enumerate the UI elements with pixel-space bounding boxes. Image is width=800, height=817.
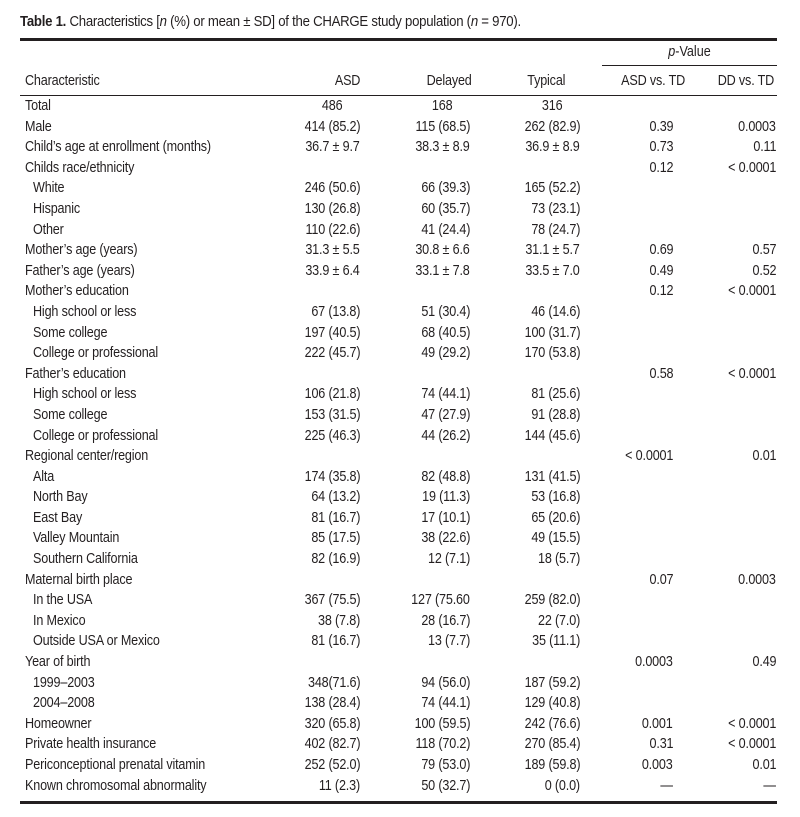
cell-typical: 18 (5.7) <box>537 550 580 568</box>
cell-asd: 33.9 ± 6.4 <box>305 261 360 279</box>
cell-typical: 144 (45.6) <box>524 426 580 444</box>
cell-p-dd-vs-td: 0.0003 <box>738 570 776 588</box>
cell-typical: 316 <box>541 97 562 114</box>
row-label: College or professional <box>33 426 159 444</box>
table-row <box>0 158 800 179</box>
cell-asd: 486 <box>321 97 342 114</box>
row-label: North Bay <box>33 488 88 506</box>
cell-typical: 36.9 ± 8.9 <box>525 138 580 156</box>
cell-delayed: 94 (56.0) <box>421 673 470 691</box>
cell-asd: 348(71.6) <box>307 673 360 691</box>
table-row <box>0 240 800 261</box>
row-label: 1999–2003 <box>33 673 95 691</box>
table-row <box>0 487 800 508</box>
cell-delayed: 79 (53.0) <box>421 756 470 773</box>
row-label: White <box>33 179 65 197</box>
cell-typical: 129 (40.8) <box>524 694 580 712</box>
cell-p-asd-vs-td: 0.73 <box>649 138 673 156</box>
table-row <box>0 96 800 117</box>
cell-asd: 138 (28.4) <box>304 694 360 712</box>
cell-delayed: 41 (24.4) <box>421 220 470 238</box>
table-row <box>0 570 800 591</box>
table-top-rule <box>20 38 777 41</box>
cell-delayed: 68 (40.5) <box>421 323 470 341</box>
cell-delayed: 38.3 ± 8.9 <box>415 138 470 156</box>
table-row <box>0 220 800 241</box>
table-row <box>0 384 800 405</box>
cell-typical: 131 (41.5) <box>524 467 580 485</box>
cell-p-asd-vs-td: 0.69 <box>649 241 673 259</box>
table-row <box>0 734 800 755</box>
row-label: In Mexico <box>33 611 86 629</box>
row-label: Outside USA or Mexico <box>33 632 160 650</box>
cell-typical: 53 (16.8) <box>531 488 580 506</box>
row-label: In the USA <box>33 591 93 609</box>
cell-p-dd-vs-td: < 0.0001 <box>727 735 776 753</box>
cell-typical: 65 (20.6) <box>531 508 580 526</box>
cell-typical: 33.5 ± 7.0 <box>525 261 580 279</box>
cell-asd: 38 (7.8) <box>317 611 360 629</box>
row-label: Father’s age (years) <box>25 261 135 279</box>
cell-p-asd-vs-td: 0.31 <box>649 735 673 753</box>
table-row <box>0 714 800 735</box>
table-bottom-rule <box>20 801 777 804</box>
table-row <box>0 549 800 570</box>
cell-delayed: 51 (30.4) <box>421 302 470 320</box>
table-caption <box>20 13 521 30</box>
cell-typical: 187 (59.2) <box>524 673 580 691</box>
header-characteristic: Characteristic <box>25 72 100 89</box>
table-row <box>0 508 800 529</box>
cell-asd: 82 (16.9) <box>311 550 360 568</box>
cell-delayed: 38 (22.6) <box>421 529 470 547</box>
cell-typical: 262 (82.9) <box>524 117 580 135</box>
row-label: Other <box>33 220 64 238</box>
caption-text-3: = 970). <box>477 13 521 30</box>
table-row <box>0 137 800 158</box>
cell-delayed: 118 (70.2) <box>415 735 470 753</box>
cell-delayed: 30.8 ± 6.6 <box>415 241 470 259</box>
cell-asd: 367 (75.5) <box>304 591 360 609</box>
row-label: Male <box>25 117 52 135</box>
cell-p-asd-vs-td: < 0.0001 <box>624 447 673 465</box>
row-label: Periconceptional prenatal vitamin <box>25 756 206 773</box>
cell-asd: 402 (82.7) <box>304 735 360 753</box>
cell-typical: 100 (31.7) <box>524 323 580 341</box>
row-label: High school or less <box>33 302 137 320</box>
cell-delayed: 74 (44.1) <box>421 694 470 712</box>
table-row <box>0 673 800 694</box>
cell-asd: 106 (21.8) <box>304 385 360 403</box>
cell-asd: 31.3 ± 5.5 <box>305 241 360 259</box>
row-label: Private health insurance <box>25 735 157 753</box>
cell-asd: 11 (2.3) <box>318 776 360 794</box>
pvalue-group-header <box>616 42 763 62</box>
table-row <box>0 528 800 549</box>
cell-typical: 31.1 ± 5.7 <box>525 241 580 259</box>
cell-delayed: 17 (10.1) <box>421 508 470 526</box>
header-asd: ASD <box>334 72 360 89</box>
cell-asd: 110 (22.6) <box>305 220 360 238</box>
cell-typical: 270 (85.4) <box>524 735 580 753</box>
cell-delayed: 74 (44.1) <box>421 385 470 403</box>
cell-p-dd-vs-td: 0.0003 <box>738 117 776 135</box>
cell-delayed: 168 <box>431 97 452 114</box>
cell-delayed: 47 (27.9) <box>421 405 470 423</box>
cell-asd: 67 (13.8) <box>311 302 360 320</box>
table-row <box>0 693 800 714</box>
cell-delayed: 82 (48.8) <box>421 467 470 485</box>
table-row <box>0 343 800 364</box>
cell-p-asd-vs-td: 0.12 <box>649 158 673 176</box>
header-asd-vs-td: ASD vs. TD <box>621 72 685 89</box>
cell-typical: 73 (23.1) <box>531 199 580 217</box>
cell-delayed: 49 (29.2) <box>421 344 470 362</box>
table-row <box>0 631 800 652</box>
cell-typical: 91 (28.8) <box>531 405 580 423</box>
cell-asd: 197 (40.5) <box>304 323 360 341</box>
cell-p-asd-vs-td: 0.39 <box>649 117 673 135</box>
table-row <box>0 776 800 797</box>
cell-asd: 130 (26.8) <box>304 199 360 217</box>
row-label: Known chromosomal abnormality <box>25 776 207 794</box>
cell-asd: 81 (16.7) <box>311 632 360 650</box>
caption-text-2: (%) or mean ± SD] of the CHARGE study population ( <box>166 13 471 30</box>
table-row <box>0 755 800 776</box>
table-row <box>0 364 800 385</box>
table-row <box>0 652 800 673</box>
pvalue-group-rule <box>602 65 777 66</box>
row-label: Childs race/ethnicity <box>25 158 135 176</box>
cell-delayed: 33.1 ± 7.8 <box>415 261 470 279</box>
cell-delayed: 115 (68.5) <box>415 117 470 135</box>
cell-typical: 81 (25.6) <box>531 385 580 403</box>
table-row <box>0 323 800 344</box>
cell-asd: 246 (50.6) <box>304 179 360 197</box>
row-label: Mother’s age (years) <box>25 241 138 259</box>
cell-asd: 225 (46.3) <box>304 426 360 444</box>
table-row <box>0 467 800 488</box>
cell-p-dd-vs-td: < 0.0001 <box>727 158 776 176</box>
table-label: Table 1. <box>20 13 67 30</box>
cell-asd: 36.7 ± 9.7 <box>305 138 360 156</box>
cell-p-dd-vs-td: 0.01 <box>752 756 776 773</box>
cell-p-asd-vs-td: 0.58 <box>649 364 673 382</box>
cell-typical: 189 (59.8) <box>524 756 580 773</box>
caption-text-1: Characteristics [ <box>69 13 160 30</box>
cell-delayed: 13 (7.7) <box>427 632 470 650</box>
caption-n-1: n <box>159 13 167 30</box>
pvalue-rest: -Value <box>675 43 711 60</box>
table-row <box>0 281 800 302</box>
cell-typical: 242 (76.6) <box>524 714 580 732</box>
cell-asd: 85 (17.5) <box>311 529 360 547</box>
row-label: Southern California <box>33 550 138 568</box>
cell-delayed: 127 (75.60 <box>411 591 470 609</box>
cell-delayed: 28 (16.7) <box>421 611 470 629</box>
cell-asd: 320 (65.8) <box>304 714 360 732</box>
table-row <box>0 405 800 426</box>
cell-p-dd-vs-td: 0.01 <box>752 447 776 465</box>
cell-asd: 174 (35.8) <box>304 467 360 485</box>
cell-typical: 0 (0.0) <box>544 776 580 794</box>
cell-asd: 252 (52.0) <box>304 756 360 773</box>
table-row <box>0 611 800 632</box>
cell-delayed: 100 (59.5) <box>414 714 470 732</box>
cell-p-dd-vs-td: — <box>763 776 776 794</box>
cell-typical: 78 (24.7) <box>531 220 580 238</box>
row-label: Some college <box>33 405 108 423</box>
cell-typical: 165 (52.2) <box>524 179 580 197</box>
cell-p-dd-vs-td: < 0.0001 <box>727 364 776 382</box>
cell-asd: 153 (31.5) <box>304 405 360 423</box>
cell-typical: 259 (82.0) <box>524 591 580 609</box>
header-typical: Typical <box>526 72 565 89</box>
cell-p-asd-vs-td: — <box>660 776 673 794</box>
cell-p-dd-vs-td: 0.57 <box>752 241 776 259</box>
row-label: Hispanic <box>33 199 80 217</box>
row-label: East Bay <box>33 508 83 526</box>
row-label: Mother’s education <box>25 282 129 300</box>
cell-asd: 64 (13.2) <box>311 488 360 506</box>
table-row <box>0 426 800 447</box>
cell-p-asd-vs-td: 0.07 <box>649 570 673 588</box>
table-row <box>0 117 800 138</box>
row-label: Homeowner <box>25 714 92 732</box>
row-label: 2004–2008 <box>33 694 95 712</box>
cell-asd: 222 (45.7) <box>304 344 360 362</box>
row-label: Father’s education <box>25 364 126 382</box>
table-row <box>0 590 800 611</box>
row-label: Child’s age at enrollment (months) <box>25 138 211 156</box>
cell-delayed: 60 (35.7) <box>421 199 470 217</box>
cell-p-asd-vs-td: 0.001 <box>642 714 673 732</box>
row-label: Alta <box>33 467 55 485</box>
cell-delayed: 44 (26.2) <box>421 426 470 444</box>
cell-asd: 81 (16.7) <box>311 508 360 526</box>
header-dd-vs-td: DD vs. TD <box>717 72 774 89</box>
table-row <box>0 446 800 467</box>
row-label: College or professional <box>33 344 159 362</box>
cell-delayed: 12 (7.1) <box>427 550 470 568</box>
cell-typical: 170 (53.8) <box>524 344 580 362</box>
cell-p-asd-vs-td: 0.0003 <box>635 653 673 671</box>
cell-p-dd-vs-td: 0.52 <box>752 261 776 279</box>
cell-typical: 35 (11.1) <box>532 632 580 650</box>
row-label: Some college <box>33 323 108 341</box>
cell-p-dd-vs-td: < 0.0001 <box>727 282 776 300</box>
table-row <box>0 302 800 323</box>
row-label: Year of birth <box>25 653 91 671</box>
cell-p-dd-vs-td: < 0.0001 <box>727 714 776 732</box>
table-body <box>0 96 800 796</box>
row-label: High school or less <box>33 385 137 403</box>
cell-p-asd-vs-td: 0.003 <box>642 756 673 773</box>
table-row <box>0 199 800 220</box>
cell-delayed: 50 (32.7) <box>421 776 470 794</box>
row-label: Total <box>25 97 51 114</box>
table-row <box>0 261 800 282</box>
header-delayed: Delayed <box>426 72 472 89</box>
row-label: Maternal birth place <box>25 570 133 588</box>
row-label: Regional center/region <box>25 447 149 465</box>
cell-typical: 22 (7.0) <box>537 611 580 629</box>
pvalue-italic-p: p <box>668 43 676 60</box>
cell-p-dd-vs-td: 0.11 <box>753 138 776 156</box>
caption-n-2: n <box>470 13 478 30</box>
cell-typical: 46 (14.6) <box>531 302 580 320</box>
row-label: Valley Mountain <box>33 529 120 547</box>
table-row <box>0 178 800 199</box>
cell-delayed: 19 (11.3) <box>422 488 470 506</box>
cell-asd: 414 (85.2) <box>304 117 360 135</box>
cell-p-asd-vs-td: 0.49 <box>649 261 673 279</box>
cell-delayed: 66 (39.3) <box>421 179 470 197</box>
cell-p-dd-vs-td: 0.49 <box>752 653 776 671</box>
cell-typical: 49 (15.5) <box>531 529 580 547</box>
cell-p-asd-vs-td: 0.12 <box>649 282 673 300</box>
